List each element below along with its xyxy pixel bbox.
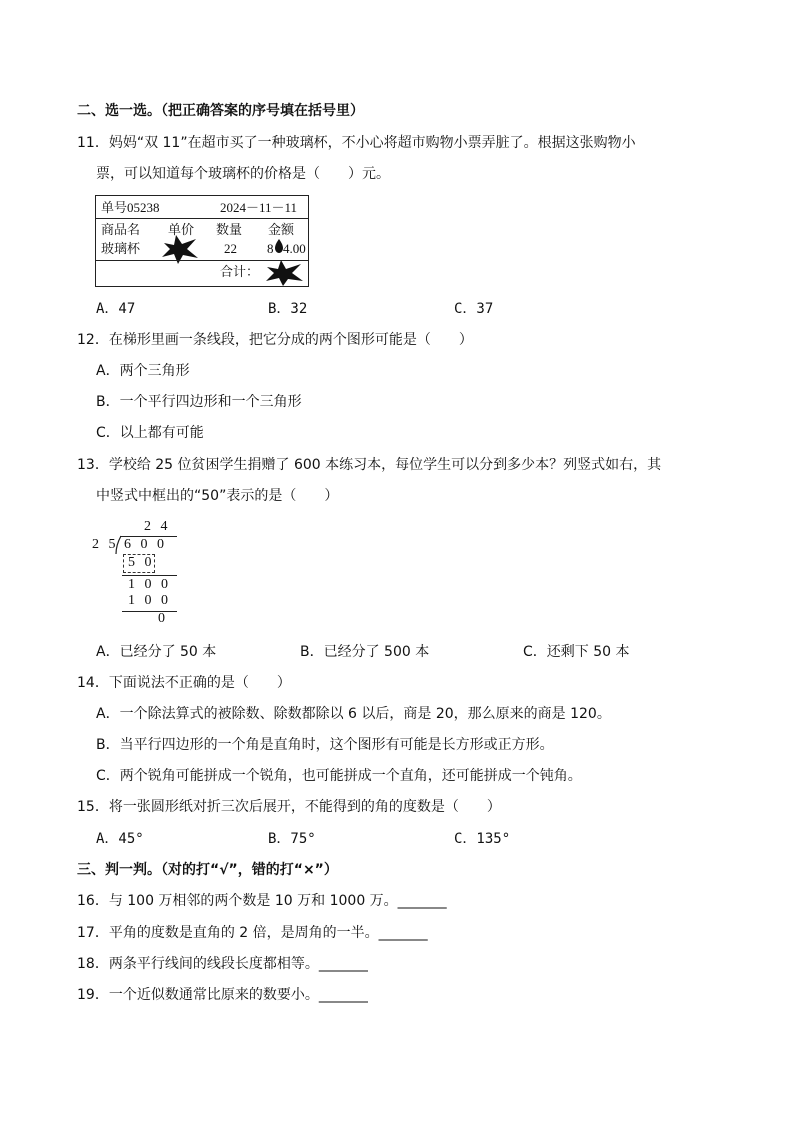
- receipt-col-price: 单价: [168, 222, 195, 237]
- division-rule: [122, 611, 177, 612]
- q15-text: 15．将一张圆形纸对折三次后展开，不能得到的角的度数是（ ）: [77, 799, 501, 815]
- q11-option-c: C．37: [454, 301, 494, 317]
- receipt-date: 2024－11－11: [220, 200, 298, 215]
- division-step2: 1 0 0: [128, 577, 171, 592]
- long-division: [92, 515, 192, 625]
- q11-text-line2: 票，可以知道每个玻璃杯的价格是（ ）元。: [96, 166, 390, 182]
- judge-item-17: 17．平角的度数是直角的 2 倍，是周角的一半。_______: [77, 925, 428, 941]
- division-quotient: 2 4: [144, 519, 171, 534]
- q13-option-b: B．已经分了 500 本: [300, 644, 430, 660]
- receipt-item-amount-right: 4.00: [283, 241, 306, 256]
- q14-text: 14．下面说法不正确的是（ ）: [77, 675, 291, 691]
- q11-option-b: B．32: [268, 301, 308, 317]
- receipt-item-name: 玻璃杯: [101, 241, 141, 256]
- section-title-judge: 三、判一判。（对的打“√”，错的打“×”）: [77, 862, 338, 878]
- receipt-col-amount: 金额: [268, 222, 295, 237]
- receipt-order-no: 单号05238: [101, 200, 160, 215]
- receipt-col-qty: 数量: [216, 222, 243, 237]
- q14-option-b: B．当平行四边形的一个角是直角时，这个图形有可能是长方形或正方形。: [96, 737, 554, 753]
- q12-option-b: B．一个平行四边形和一个三角形: [96, 394, 302, 410]
- division-remainder: 0: [158, 611, 168, 626]
- q15-option-b: B．75°: [268, 831, 316, 847]
- division-rule: [122, 575, 177, 576]
- q15-option-c: C．135°: [454, 831, 511, 847]
- receipt-col-name: 商品名: [101, 222, 141, 237]
- division-step1: 5 0: [128, 555, 155, 570]
- receipt-item-amount-left: 8: [267, 241, 274, 256]
- q13-text-line2: 中竖式中框出的“50”表示的是（ ）: [96, 488, 339, 504]
- q11-text-line1: 11．妈妈“双 11”在超市买了一种玻璃杯，不小心将超市购物小票弄脏了。根据这张购物小: [77, 135, 636, 151]
- shopping-receipt: [95, 195, 309, 287]
- section-title-choice: 二、选一选。（把正确答案的序号填在括号里）: [77, 103, 364, 119]
- q15-option-a: A．45°: [96, 831, 144, 847]
- q13-option-a: A．已经分了 50 本: [96, 644, 217, 660]
- q12-text: 12．在梯形里画一条线段，把它分成的两个图形可能是（ ）: [77, 332, 473, 348]
- division-divisor: 2 5: [92, 537, 119, 552]
- q12-option-a: A．两个三角形: [96, 363, 190, 379]
- q12-option-c: C．以上都有可能: [96, 425, 204, 441]
- division-dividend: 6 0 0: [124, 537, 167, 552]
- judge-item-18: 18．两条平行线间的线段长度都相等。_______: [77, 956, 368, 972]
- receipt-total-label: 合计：: [220, 264, 260, 279]
- division-step3: 1 0 0: [128, 593, 171, 608]
- receipt-divider: [96, 218, 308, 219]
- ink-blot-icon: [264, 259, 304, 287]
- judge-item-16: 16．与 100 万相邻的两个数是 10 万和 1000 万。_______: [77, 893, 447, 909]
- q11-option-a: A．47: [96, 301, 136, 317]
- q14-option-a: A．一个除法算式的被除数、除数都除以 6 以后，商是 20，那么原来的商是 120。: [96, 706, 611, 722]
- judge-item-19: 19．一个近似数通常比原来的数要小。_______: [77, 987, 368, 1003]
- q14-option-c: C．两个锐角可能拼成一个锐角，也可能拼成一个直角，还可能拼成一个钝角。: [96, 768, 582, 784]
- q13-text-line1: 13．学校给 25 位贫困学生捐赠了 600 本练习本，每位学生可以分到多少本？列竖式如右，其: [77, 457, 662, 473]
- receipt-item-qty: 22: [224, 241, 237, 256]
- q13-option-c: C．还剩下 50 本: [523, 644, 630, 660]
